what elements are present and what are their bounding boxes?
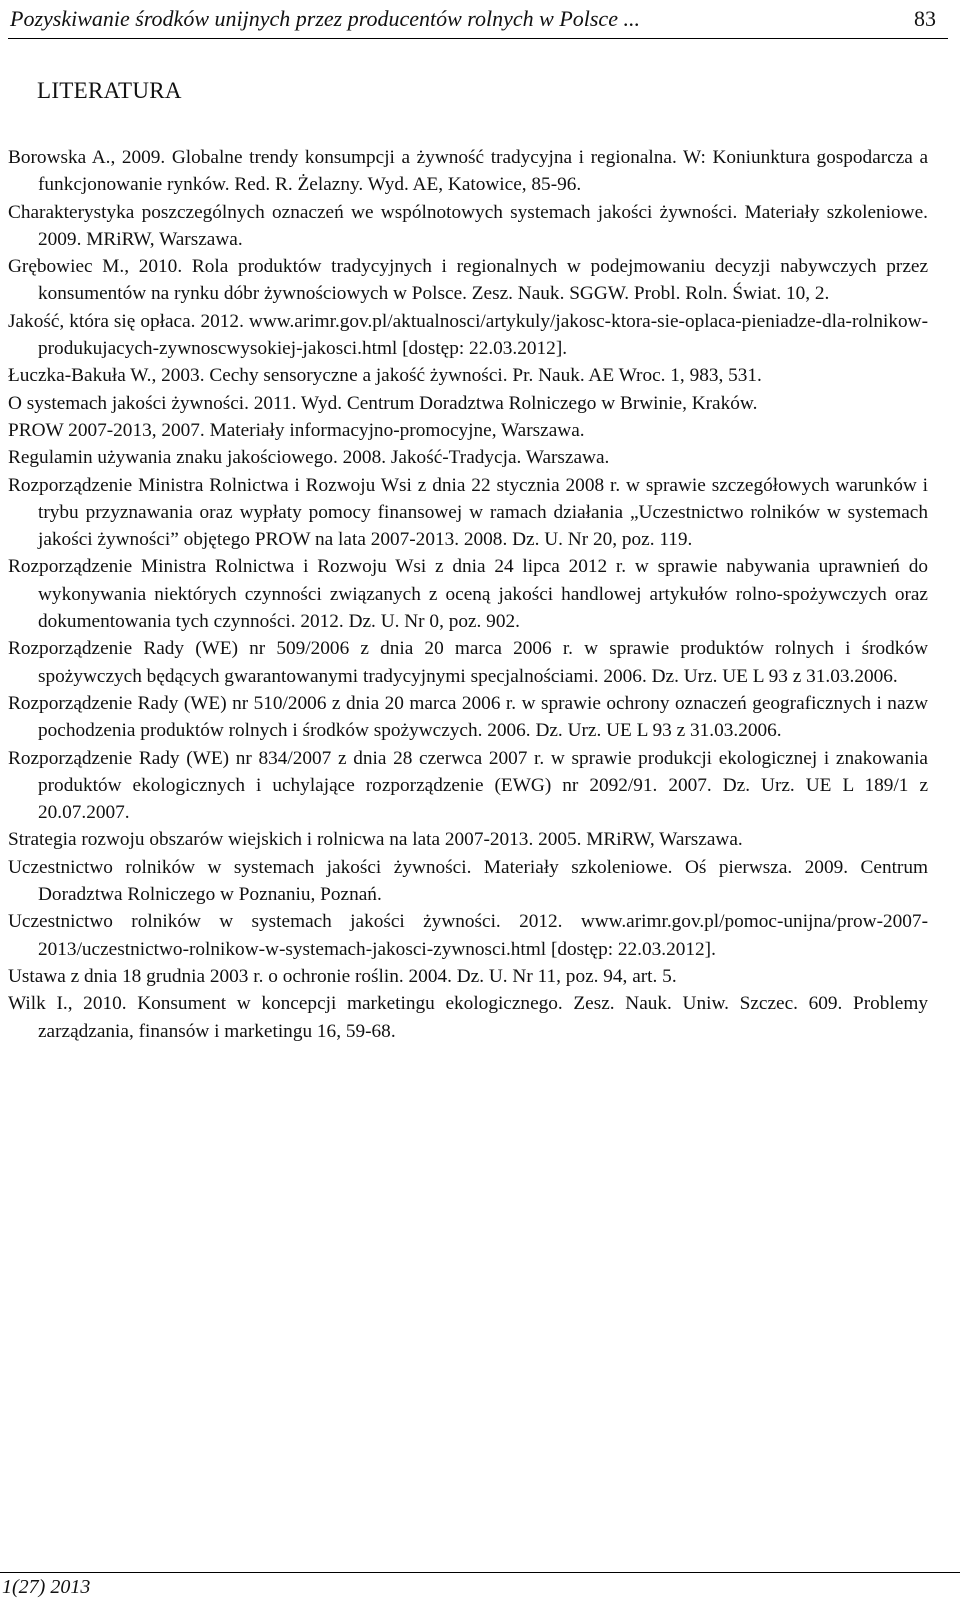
- footer-rule: [0, 1572, 960, 1573]
- reference-list: [8, 144, 928, 1045]
- reference-item: Ustawa z dnia 18 grudnia 2003 r. o ochronie roślin. 2004. Dz. U. Nr 11, poz. 94, art. 5.: [8, 965, 677, 987]
- reference-item: Regulamin używania znaku jakościowego. 2008. Jakość-Tradycja. Warszawa.: [8, 447, 610, 469]
- reference-item: Rozporządzenie Ministra Rolnictwa i Rozwoju Wsi z dnia 24 lipca 2012 r. w sprawie nabywania uprawnień do wykonywania niektórych czynności związanych z oceną jakości handlowej artykułów rolno-spożywczych oraz dokumentowania tych czynności. 2012. Dz. U. Nr 0, poz. 902.: [8, 556, 928, 633]
- reference-item: Uczestnictwo rolników w systemach jakości żywności. 2012. www.arimr.gov.pl/pomoc-unijna/prow-2007-2013/uczestnictwo-rolnikow-w-systemach-jakosci-zywnosci.html [dostęp: 22.03.2012].: [8, 911, 928, 960]
- reference-item: Wilk I., 2010. Konsument w koncepcji marketingu ekologicznego. Zesz. Nauk. Uniw. Szczec. 609. Problemy zarządzania, finansów i marketingu 16, 59-68.: [8, 993, 928, 1042]
- reference-item: Rozporządzenie Rady (WE) nr 834/2007 z dnia 28 czerwca 2007 r. w sprawie produkcji ekologicznej i znakowania produktów ekologicznych i uchylające rozporządzenie (EWG) nr 2092/91. 2007. Dz. Urz. UE L 189/1 z 20.07.2007.: [8, 747, 928, 824]
- section-title: LITERATURA: [37, 78, 182, 103]
- reference-item: Rozporządzenie Ministra Rolnictwa i Rozwoju Wsi z dnia 22 stycznia 2008 r. w sprawie szczegółowych warunków i trybu przyznawania oraz wypłaty pomocy finansowej w ramach działania „Uczestnictwo rolników w systemach jakości żywności” objętego PROW na lata 2007-2013. 2008. Dz. U. Nr 20, poz. 119.: [8, 474, 928, 551]
- page-header: [8, 4, 948, 39]
- reference-item: Rozporządzenie Rady (WE) nr 510/2006 z dnia 20 marca 2006 r. w sprawie ochrony oznaczeń geograficznych i nazw pochodzenia produktów rolnych i środków spożywczych. 2006. Dz. Urz. UE L 93 z 31.03.2006.: [8, 692, 928, 742]
- reference-item: Grębowiec M., 2010. Rola produktów tradycyjnych i regionalnych w podejmowaniu decyzji nabywczych przez konsumentów na rynku dóbr żywnościowych w Polsce. Zesz. Nauk. SGGW. Probl. Roln. Świat. 10, 2.: [8, 256, 928, 305]
- reference-item: Jakość, która się opłaca. 2012. www.arimr.gov.pl/aktualnosci/artykuly/jakosc-ktora-sie-oplaca-pieniadze-dla-rolnikow-produkujacych-zywnoscwysokiej-jakosci.html [dostęp: 22.03.2012].: [8, 310, 928, 360]
- reference-item: Rozporządzenie Rady (WE) nr 509/2006 z dnia 20 marca 2006 r. w sprawie produktów rolnych i środków spożywczych będących gwarantowanymi tradycyjnymi specjalnościami. 2006. Dz. Urz. UE L 93 z 31.03.2006.: [8, 638, 928, 687]
- reference-item: O systemach jakości żywności. 2011. Wyd. Centrum Doradztwa Rolniczego w Brwinie, Kraków.: [8, 392, 758, 414]
- reference-item: Uczestnictwo rolników w systemach jakości żywności. Materiały szkoleniowe. Oś pierwsza. 2009. Centrum Doradztwa Rolniczego w Poznaniu, Poznań.: [8, 856, 928, 906]
- issue-number: 1(27) 2013: [2, 1576, 91, 1598]
- reference-item: Łuczka-Bakuła W., 2003. Cechy sensoryczne a jakość żywności. Pr. Nauk. AE Wroc. 1, 983, 531.: [8, 365, 762, 387]
- reference-item: Strategia rozwoju obszarów wiejskich i rolnicwa na lata 2007-2013. 2005. MRiRW, Warszawa.: [8, 829, 743, 851]
- reference-item: PROW 2007-2013, 2007. Materiały informacyjno-promocyjne, Warszawa.: [8, 419, 585, 441]
- reference-item: Charakterystyka poszczególnych oznaczeń we wspólnotowych systemach jakości żywności. Materiały szkoleniowe. 2009. MRiRW, Warszawa.: [8, 201, 928, 250]
- page-number: 83: [914, 6, 936, 31]
- running-title: Pozyskiwanie środków unijnych przez producentów rolnych w Polsce ...: [10, 6, 640, 31]
- reference-item: Borowska A., 2009. Globalne trendy konsumpcji a żywność tradycyjna i regionalna. W: Koniunktura gospodarcza a funkcjonowanie rynków. Red. R. Żelazny. Wyd. AE, Katowice, 85-96.: [8, 147, 928, 196]
